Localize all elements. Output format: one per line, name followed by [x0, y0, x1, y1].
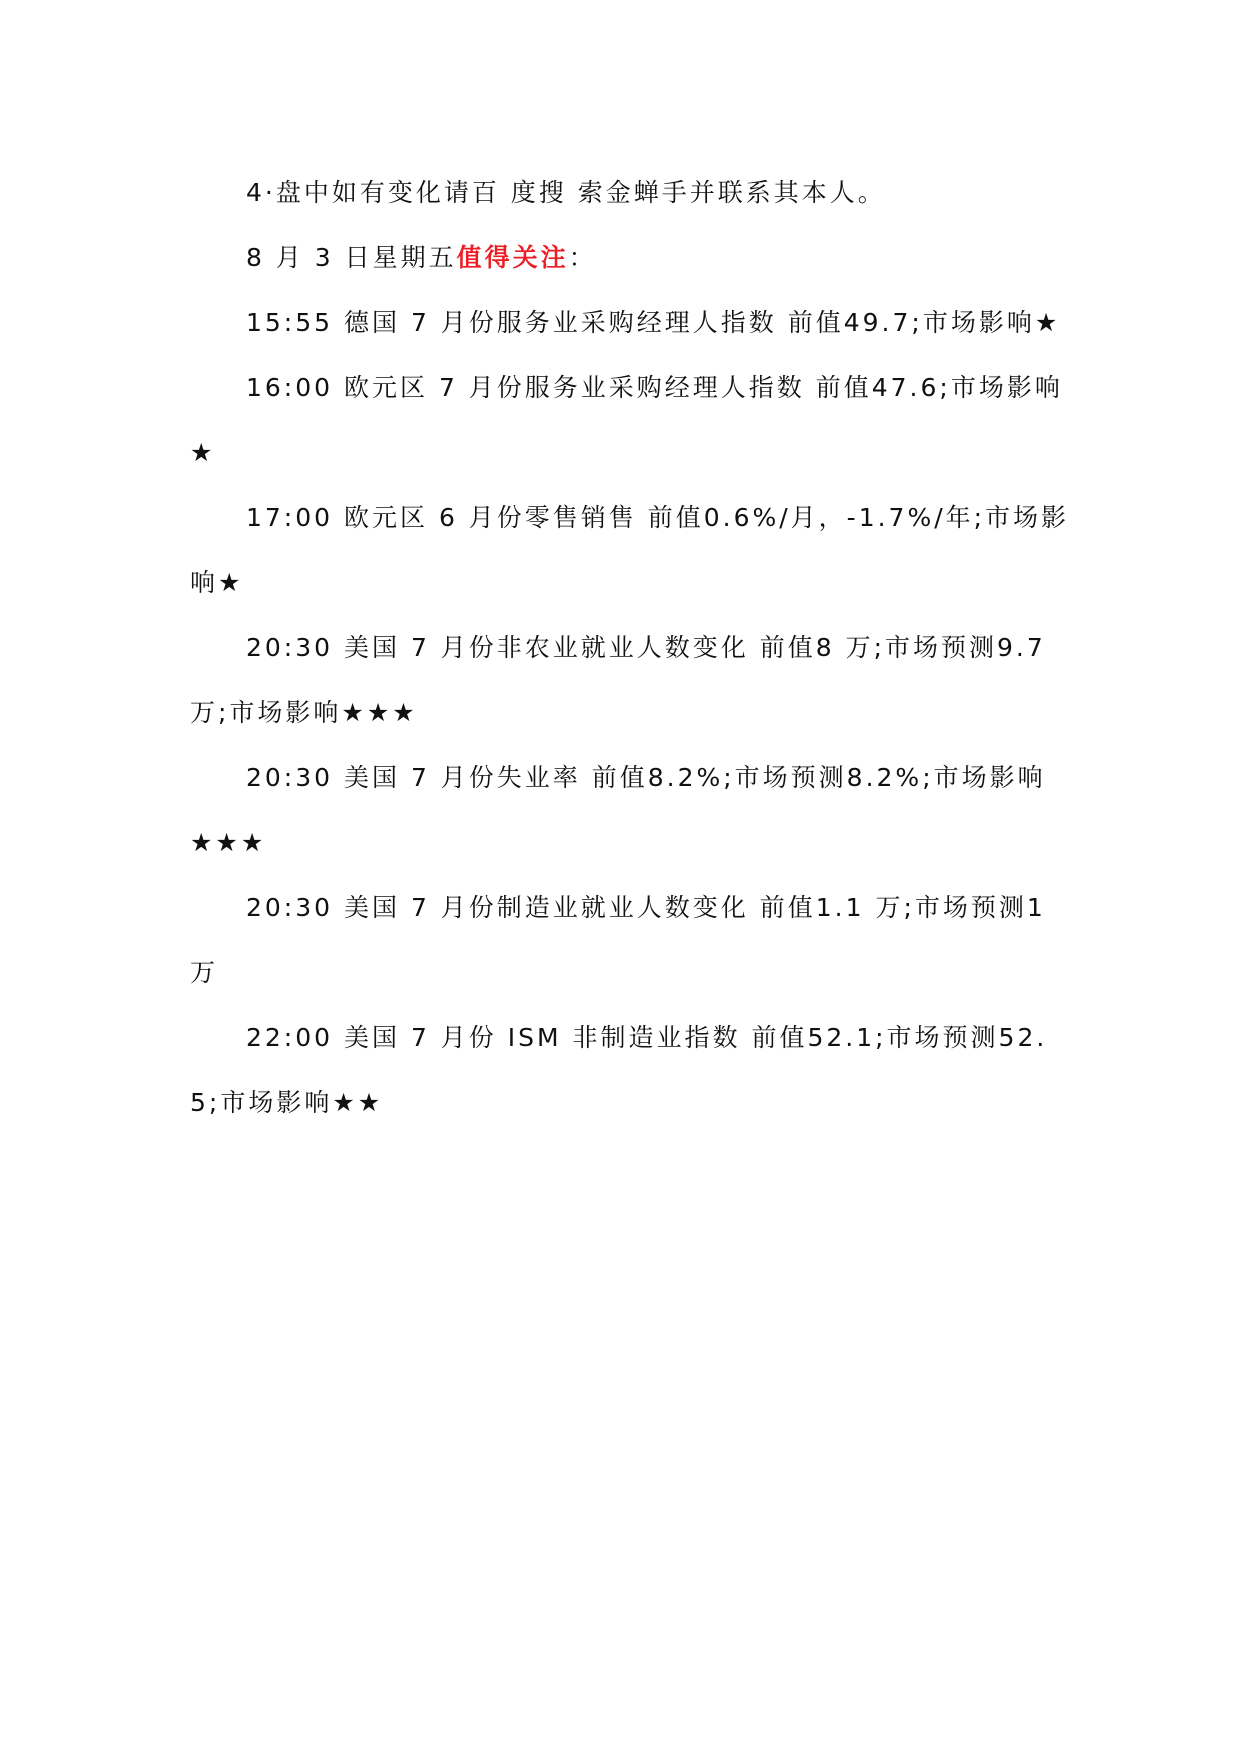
date-highlight: 值得关注 [456, 243, 569, 272]
event-item: 22:00 美国 7 月份 ISM 非制造业指数 前值52.1;市场预测52.5;市场影响★★ [190, 1023, 1048, 1117]
event-item: 20:30 美国 7 月份失业率 前值8.2%;市场预测8.2%;市场影响★★★ [190, 763, 1046, 857]
event-item: 20:30 美国 7 月份制造业就业人数变化 前值1.1 万;市场预测1 万 [190, 893, 1046, 987]
event-item: 20:30 美国 7 月份非农业就业人数变化 前值8 万;市场预测9.7 万;市场影响★★★ [190, 633, 1046, 727]
note-line: 4·盘中如有变化请百 度搜 索金蝉手并联系其本人。 [246, 178, 886, 207]
document-body [190, 160, 1070, 1135]
event-item: 16:00 欧元区 7 月份服务业采购经理人指数 前值47.6;市场影响★ [190, 373, 1063, 467]
event-item: 15:55 德国 7 月份服务业采购经理人指数 前值49.7;市场影响★ [246, 308, 1061, 337]
event-item: 17:00 欧元区 6 月份零售销售 前值0.6%/月，-1.7%/年;市场影响★ [190, 503, 1070, 597]
date-prefix: 8 月 3 日星期五 [246, 243, 457, 272]
date-suffix: ： [568, 243, 597, 272]
date-heading [190, 225, 1070, 290]
